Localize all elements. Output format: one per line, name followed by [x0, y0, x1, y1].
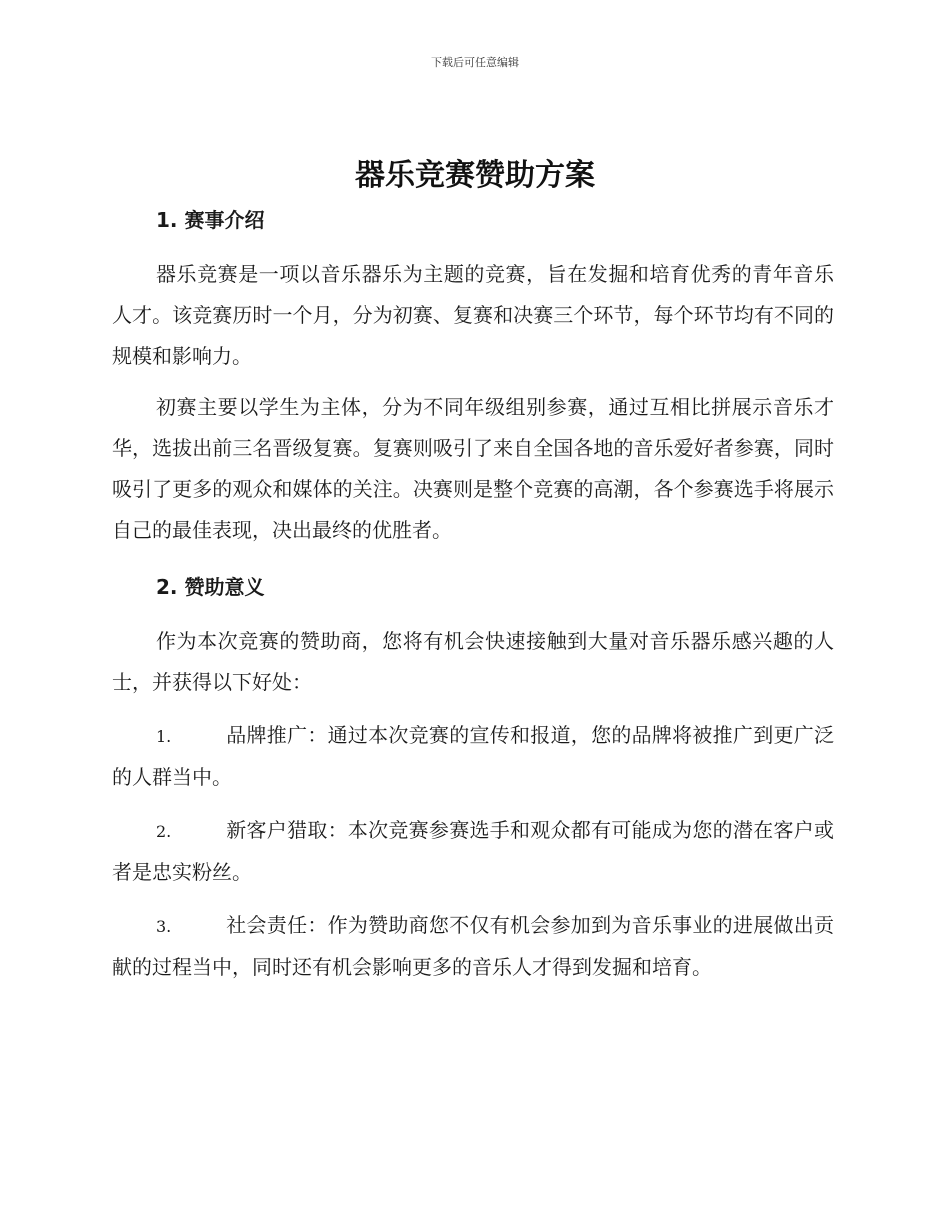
document-title: 器乐竞赛赞助方案 [355, 158, 595, 193]
list-item [112, 810, 834, 893]
significance-intro: 作为本次竞赛的赞助商，您将有机会快速接触到大量对音乐器乐感兴趣的人士，并获得以下好处： [112, 629, 834, 694]
header-note: 下载后可任意编辑 [431, 56, 519, 69]
list-number: 2. [156, 822, 172, 841]
document-body [112, 202, 834, 1000]
list-item [112, 905, 834, 988]
list-number: 1. [156, 727, 172, 746]
intro-paragraph-2: 初赛主要以学生为主体，分为不同年级组别参赛，通过互相比拼展示音乐才华，选拔出前三名晋级复赛。复赛则吸引了来自全国各地的音乐爱好者参赛，同时吸引了更多的观众和媒体的关注。决赛则是整个竞赛的高潮，各个参赛选手将展示自己的最佳表现，决出最终的优胜者。 [112, 395, 834, 542]
list-text: 品牌推广：通过本次竞赛的宣传和报道，您的品牌将被推广到更广泛的人群当中。 [112, 723, 834, 789]
list-text: 社会责任：作为赞助商您不仅有机会参加到为音乐事业的进展做出贡献的过程当中，同时还有机会影响更多的音乐人才得到发掘和培育。 [112, 913, 834, 979]
list-number: 3. [156, 917, 172, 936]
list-text: 新客户猎取：本次竞赛参赛选手和观众都有可能成为您的潜在客户或者是忠实粉丝。 [112, 818, 834, 884]
section-heading-intro: 1. 赛事介绍 [156, 208, 265, 232]
list-item [112, 715, 834, 798]
intro-paragraph-1: 器乐竞赛是一项以音乐器乐为主题的竞赛，旨在发掘和培育优秀的青年音乐人才。该竞赛历时一个月，分为初赛、复赛和决赛三个环节，每个环节均有不同的规模和影响力。 [112, 262, 834, 368]
section-heading-significance: 2. 赞助意义 [156, 575, 265, 599]
